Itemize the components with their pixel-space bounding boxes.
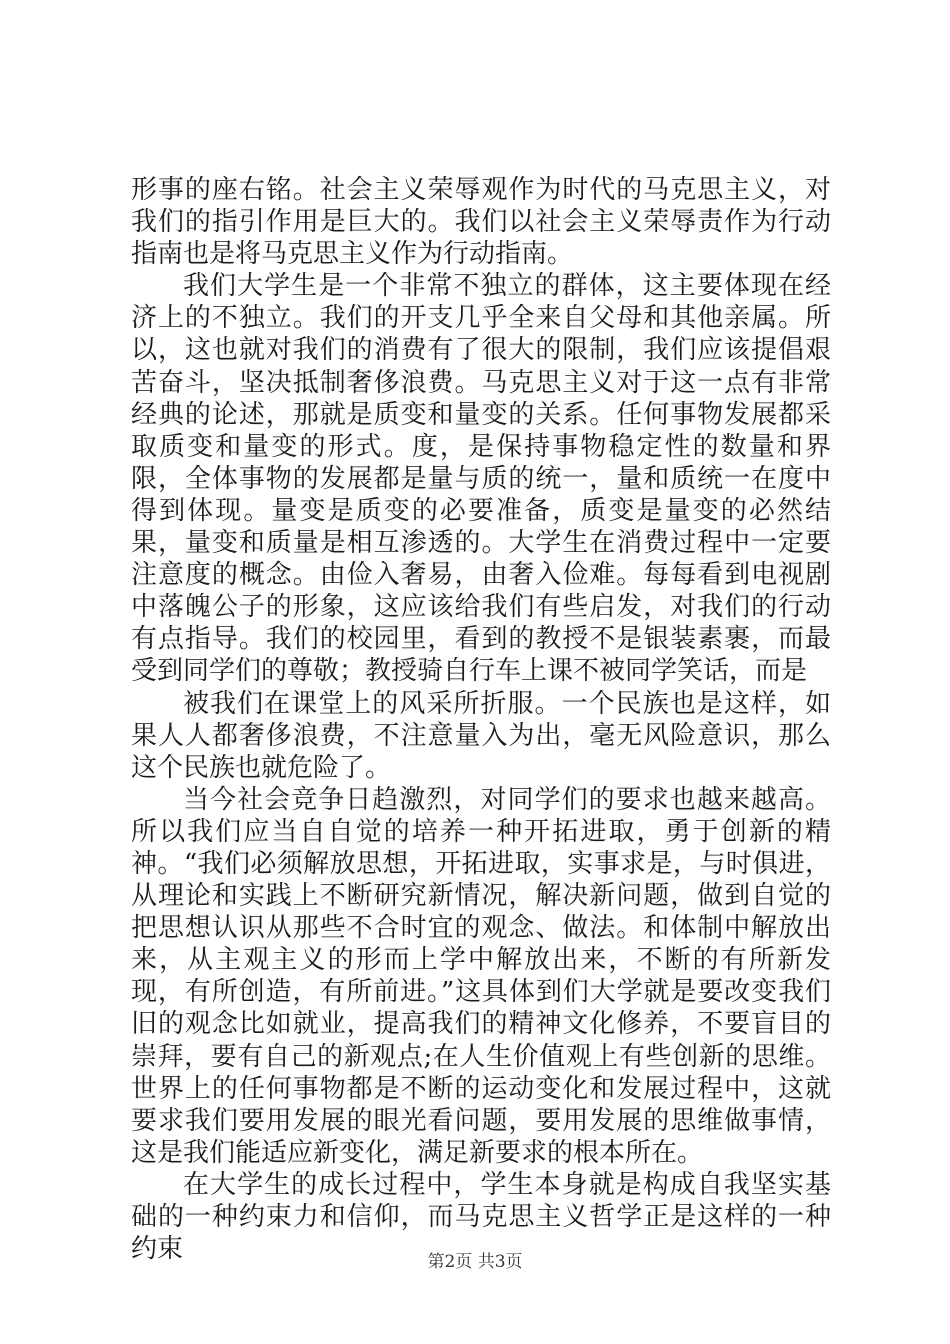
paragraph-innovation: 当今社会竞争日趋激烈，对同学们的要求也越来越高。所以我们应当自自觉的培养一种开拓进取，勇于创新的精神。“我们必须解放思想，开拓进取，实事求是，与时俱进，从理论和实践上不断研究新情况，解决新问题，做到自觉的把思想认识从那些不合时宜的观念、做法。和体制中解放出来，从主观主义的形而上学中解放出来，不断的有所新发现，有所创造，有所前进。”这具体到们大学就是要改变我们旧的观念比如就业，提高我们的精神文化修养，不要盲目的崇拜，要有自己的新观点;在人生价值观上有些创新的思维。世界上的任何事物都是不断的运动变化和发展过程中，这就要求我们要用发展的眼光看问题，要用发展的思维做事情，这是我们能适应新变化，满足新要求的根本所在。 (131, 784, 831, 1168)
paragraph-growth: 在大学生的成长过程中，学生本身就是构成自我坚实基础的一种约束力和信仰，而马克思主义哲学正是这样的一种约束 (131, 1169, 831, 1265)
document-body (131, 174, 831, 1265)
paragraph-nation: 被我们在课堂上的风采所折服。一个民族也是这样，如果人人都奢侈浪费，不注意量入为出，毫无风险意识，那么这个民族也就危险了。 (131, 688, 831, 783)
paragraph-independence: 我们大学生是一个非常不独立的群体，这主要体现在经济上的不独立。我们的开支几乎全来自父母和其他亲属。所以，这也就对我们的消费有了很大的限制，我们应该提倡艰苦奋斗，坚决抵制奢侈浪费。马克思主义对于这一点有非常经典的论述，那就是质变和量变的关系。任何事物发展都采取质变和量变的形式。度，是保持事物稳定性的数量和界限，全体事物的发展都是量与质的统一，量和质统一在度中得到体现。量变是质变的必要准备，质变是量变的必然结果，量变和质量是相互渗透的。大学生在消费过程中一定要注意度的概念。由俭入奢易，由奢入俭难。每每看到电视剧中落魄公子的形象，这应该给我们有些启发，对我们的行动有点指导。我们的校园里，看到的教授不是银装素裹，而最受到同学们的尊敬；教授骑自行车上课不被同学笑话，而是 (131, 271, 831, 687)
paragraph-continuation: 形事的座右铭。社会主义荣辱观作为时代的马克思主义，对我们的指引作用是巨大的。我们以社会主义荣辱责作为行动指南也是将马克思主义作为行动指南。 (131, 175, 831, 270)
page-number-footer: 第2页 共3页 (427, 1252, 523, 1272)
